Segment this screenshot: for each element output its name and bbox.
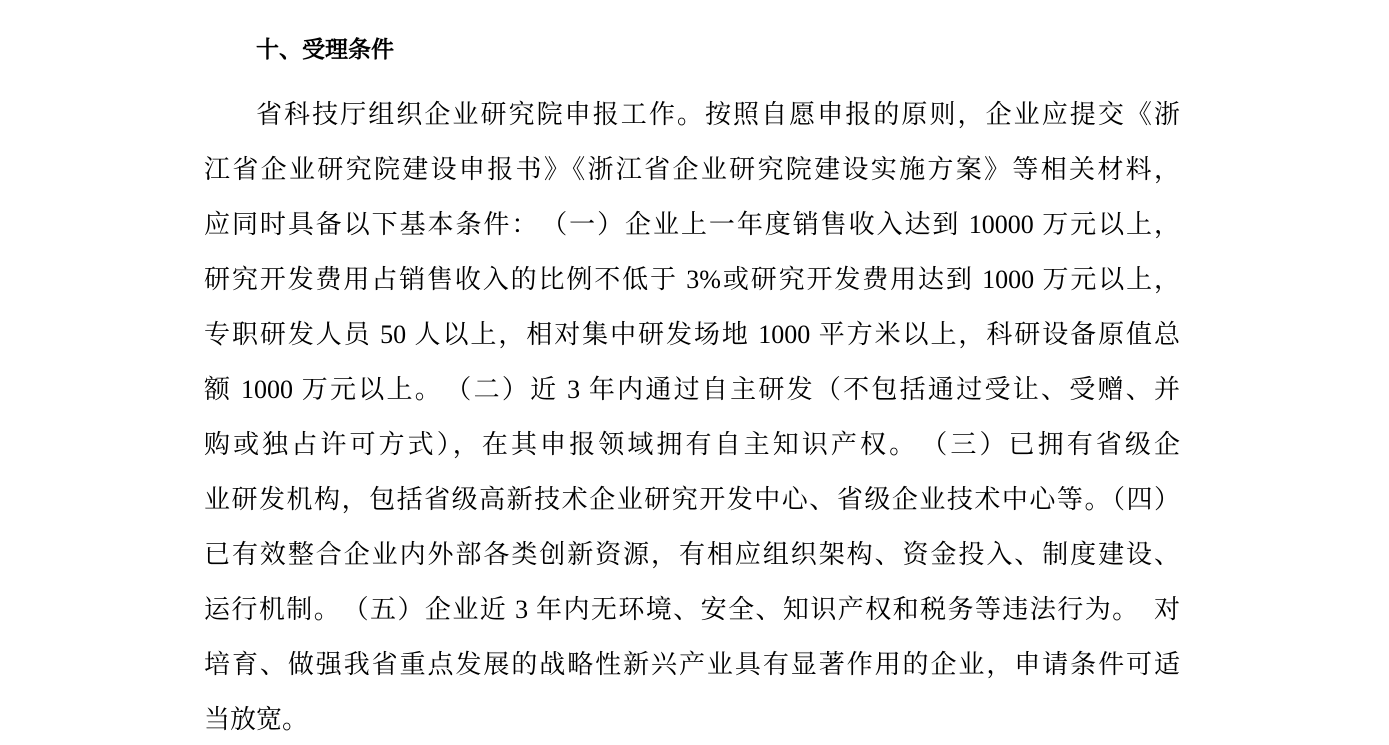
paragraph-line: 额 1000 万元以上。 （二）近 3 年内通过自主研发（不包括通过受让、受赠、并 <box>204 375 1180 404</box>
section-heading: 十、受理条件 <box>256 36 394 62</box>
paragraph-line: 研究开发费用占销售收入的比例不低于 3%或研究开发费用达到 1000 万元以上， <box>204 265 1180 294</box>
paragraph-line: 运行机制。 （五）企业近 3 年内无环境、安全、知识产权和税务等违法行为。 对 <box>204 595 1180 624</box>
paragraph-line: 应同时具备以下基本条件： （一）企业上一年度销售收入达到 10000 万元以上， <box>204 210 1180 239</box>
body-paragraph <box>204 87 1180 745</box>
paragraph-line: 业研发机构，包括省级高新技术企业研究开发中心、省级企业技术中心等。（四） <box>204 485 1180 514</box>
paragraph-line: 江省企业研究院建设申报书》《浙江省企业研究院建设实施方案》等相关材料， <box>204 155 1180 184</box>
paragraph-line: 当放宽。 <box>204 705 309 734</box>
paragraph-line: 省科技厅组织企业研究院申报工作。按照自愿申报的原则，企业应提交《浙 <box>256 100 1180 129</box>
paragraph-line: 培育、做强我省重点发展的战略性新兴产业具有显著作用的企业，申请条件可适 <box>204 650 1180 679</box>
paragraph-line: 专职研发人员 50 人以上，相对集中研发场地 1000 平方米以上，科研设备原值总 <box>204 320 1180 349</box>
paragraph-line: 已有效整合企业内外部各类创新资源，有相应组织架构、资金投入、制度建设、 <box>204 540 1180 569</box>
paragraph-line: 购或独占许可方式），在其申报领域拥有自主知识产权。 （三）已拥有省级企 <box>204 430 1180 459</box>
